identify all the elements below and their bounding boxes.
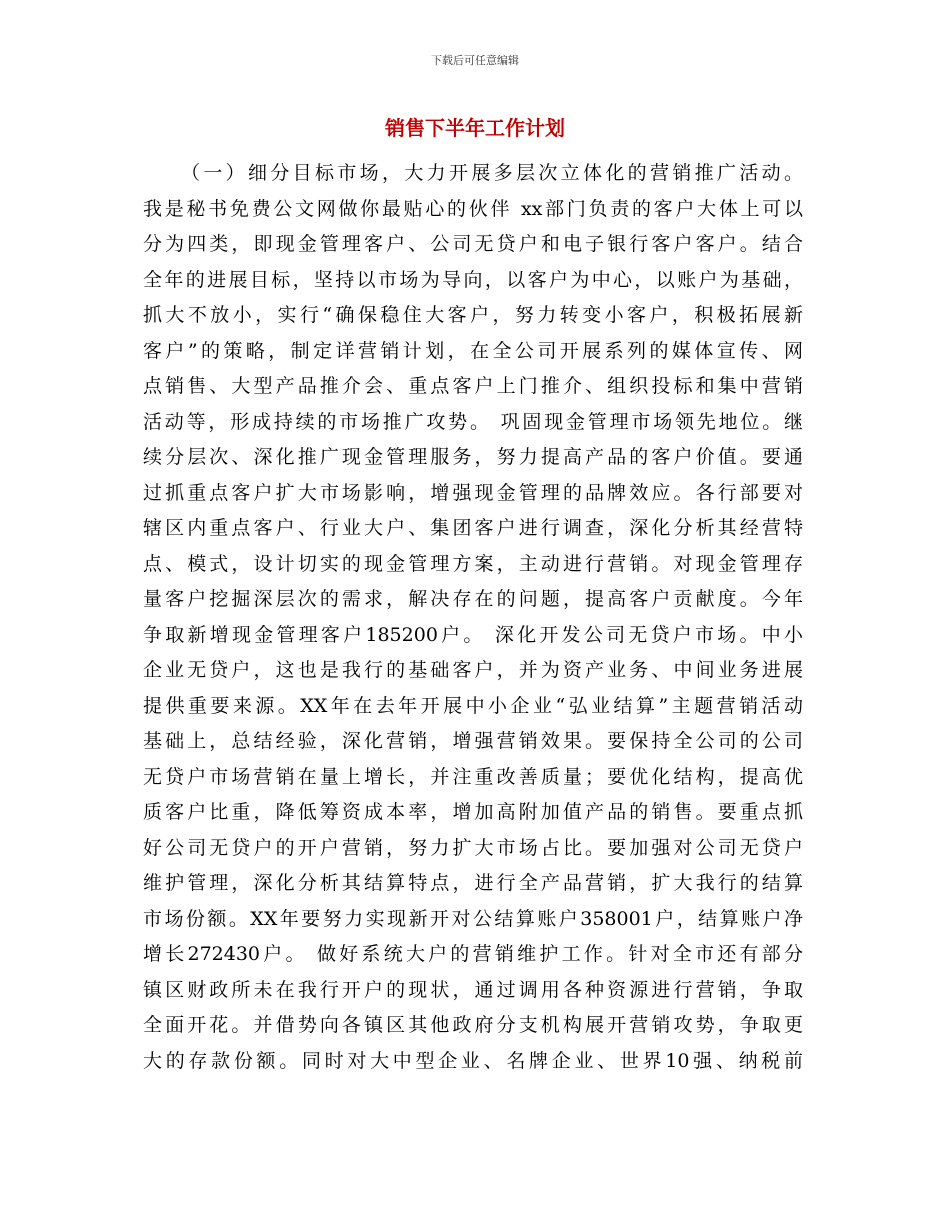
body-line: 过抓重点客户扩大市场影响，增强现金管理的品牌效应。各行部要对 xyxy=(143,481,803,504)
document-body xyxy=(143,156,803,1079)
body-line: 抓大不放小，实行“确保稳住大客户，努力转变小客户，积极拓展新 xyxy=(143,304,803,326)
body-line: 基础上，总结经验，深化营销，增强营销效果。要保持全公司的公司 xyxy=(143,730,803,752)
body-line: 全面开花。并借势向各镇区其他政府分支机构展开营销攻势，争取更 xyxy=(143,1014,803,1036)
body-line: 镇区财政所未在我行开户的现状，通过调用各种资源进行营销，争取 xyxy=(143,978,803,1001)
body-line: 客户”的策略，制定详营销计划，在全公司开展系列的媒体宣传、网 xyxy=(143,339,803,362)
body-line: 量客户挖掘深层次的需求，解决存在的问题，提高客户贡献度。今年 xyxy=(143,588,803,610)
body-line: 争取新增现金管理客户185200户。 深化开发公司无贷户市场。中小 xyxy=(143,623,803,646)
body-line: 点销售、大型产品推介会、重点客户上门推介、组织投标和集中营销 xyxy=(143,375,803,397)
body-line: 续分层次、深化推广现金管理服务，努力提高产品的客户价值。要通 xyxy=(143,446,803,468)
body-line: 好公司无贷户的开户营销，努力扩大市场占比。要加强对公司无贷户 xyxy=(143,836,803,859)
body-line: 企业无贷户，这也是我行的基础客户，并为资产业务、中间业务进展 xyxy=(143,659,803,681)
body-line: 无贷户市场营销在量上增长，并注重改善质量；要优化结构，提高优 xyxy=(143,765,803,788)
body-line: 我是秘书免费公文网做你最贴心的伙伴 xx部门负责的客户大体上可以 xyxy=(143,197,803,220)
body-line: 质客户比重，降低筹资成本率，增加高附加值产品的销售。要重点抓 xyxy=(143,801,803,823)
body-line: 市场份额。XX年要努力实现新开对公结算账户358001户，结算账户净 xyxy=(143,907,803,930)
document-title: 销售下半年工作计划 xyxy=(385,116,565,140)
body-line: 活动等，形成持续的市场推广攻势。 巩固现金管理市场领先地位。继 xyxy=(143,410,803,433)
body-line: 提供重要来源。XX年在去年开展中小企业“弘业结算”主题营销活动 xyxy=(143,694,803,717)
body-line: 分为四类，即现金管理客户、公司无贷户和电子银行客户客户。结合 xyxy=(143,233,803,255)
body-line: 辖区内重点客户、行业大户、集团客户进行调查，深化分析其经营特 xyxy=(143,517,803,539)
body-line: 点、模式，设计切实的现金管理方案，主动进行营销。对现金管理存 xyxy=(143,552,803,575)
body-line: 全年的进展目标，坚持以市场为导向，以客户为中心，以账户为基础， xyxy=(143,268,803,291)
page-header: 下载后可任意编辑 xyxy=(431,54,519,67)
body-line: 维护管理，深化分析其结算特点，进行全产品营销，扩大我行的结算 xyxy=(143,872,803,894)
body-line: 大的存款份额。同时对大中型企业、名牌企业、世界10强、纳税前 xyxy=(143,1049,803,1072)
body-line: 增长272430户。 做好系统大户的营销维护工作。针对全市还有部分 xyxy=(143,943,803,965)
body-line: （一）细分目标市场，大力开展多层次立体化的营销推广活动。 xyxy=(181,162,803,184)
